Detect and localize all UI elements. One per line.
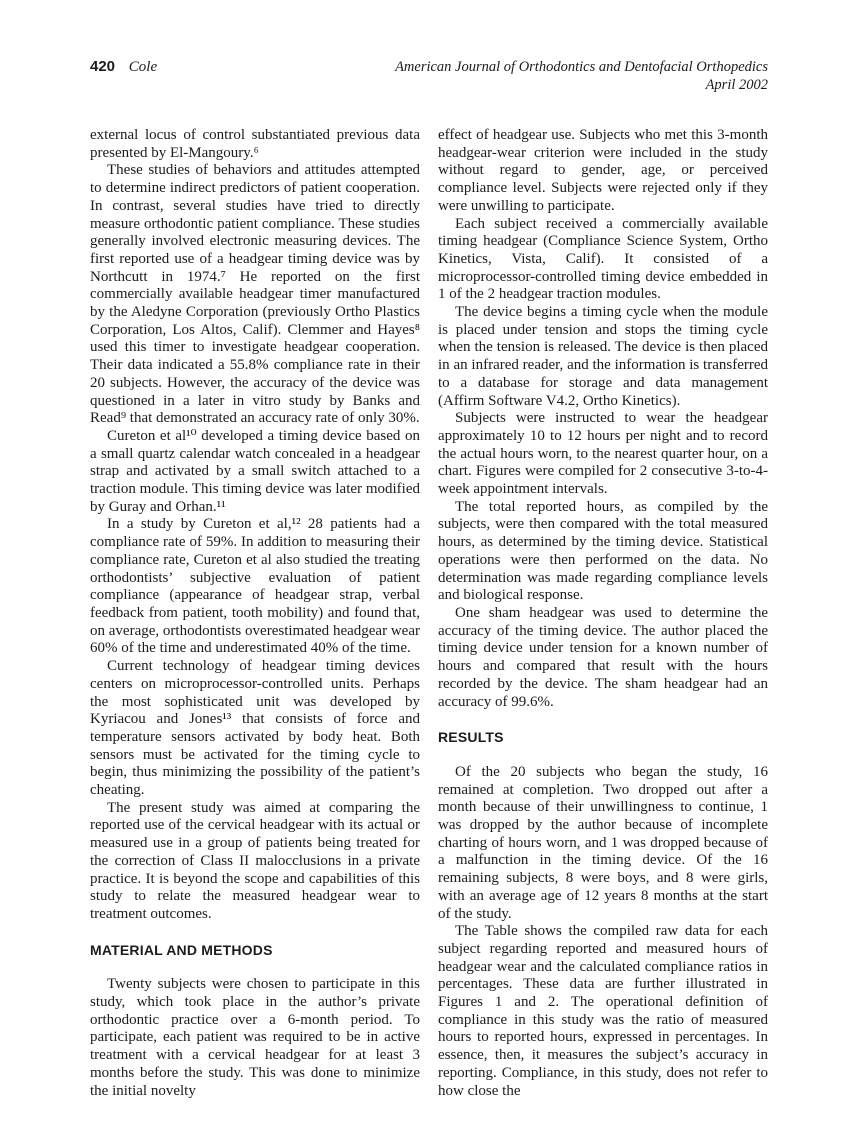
- section-heading-results: RESULTS: [438, 729, 504, 746]
- journal-name: American Journal of Orthodontics and Dentofacial Orthopedics: [395, 59, 768, 75]
- paragraph: Of the 20 subjects who began the study, 16 remained at completion. Two dropped out after a month because of their unwillingness to continue, 1 was dropped by the author because of incomplete charting of hours worn, and 1 was dropped because of a malfunction in the timing device. Of the 16 remaining subjects, 8 were boys, and 8 were girls, with an average age of 12 years 8 months at the start of the study.: [438, 763, 768, 922]
- paragraph: The device begins a timing cycle when the module is placed under tension and stops the timing cycle when the tension is released. The device is then placed in an infrared reader, and the information is transferred to a database for storage and data management (Affirm Software V4.2, Ortho Kinetics).: [438, 304, 768, 409]
- paragraph: Cureton et al¹⁰ developed a timing device based on a small quartz calendar watch concealed in a headgear strap and activated by a small switch attached to a traction module. This timing device was later modified by Guray and Orhan.¹¹: [90, 427, 420, 515]
- paragraph: Current technology of headgear timing devices centers on microprocessor-controlled units. Perhaps the most sophisticated unit was developed by Kyriacou and Jones¹³ that consists of force and temperature sensors activated by body heat. Both sensors must be activated for the timing cycle to begin, thus minimizing the possibility of the patient’s cheating.: [90, 658, 420, 799]
- right-column: [438, 127, 768, 1100]
- journal-header: [395, 58, 768, 94]
- paragraph: Each subject received a commercially available timing headgear (Compliance Science System, Ortho Kinetics, Vista, Calif). It consisted of a microprocessor-controlled timing device embedded in 1 of the 2 headgear traction modules.: [438, 215, 768, 303]
- issue-date: April 2002: [705, 77, 768, 93]
- article-body: [0, 127, 849, 1100]
- paragraph: One sham headgear was used to determine the accuracy of the timing device. The author placed the timing device under tension for a known number of hours and compared that result with the hours recorded by the device. The sham headgear had an accuracy of 99.6%.: [438, 604, 768, 710]
- paragraph: effect of headgear use. Subjects who met this 3-month headgear-wear criterion were included in the study without regard to gender, age, or perceived compliance level. Subjects were rejected only if they were unwilling to participate.: [438, 127, 768, 214]
- paragraph: Subjects were instructed to wear the headgear approximately 10 to 12 hours per night and to record the actual hours worn, to the nearest quarter hour, on a chart. Figures were compiled for 2 consecutive 3-to-4-week appointment intervals.: [438, 410, 768, 498]
- paragraph: Twenty subjects were chosen to participate in this study, which took place in the author’s private orthodontic practice over a 6-month period. To participate, each patient was required to be in active treatment with a cervical headgear for at least 3 months before the study. This was done to minimize the initial novelty: [90, 976, 420, 1099]
- paragraph: The Table shows the compiled raw data for each subject regarding reported and measured hours of headgear wear and the calculated compliance ratios in percentages. These data are further illustrated in Figures 1 and 2. The operational definition of compliance in this study was the ratio of measured hours to reported hours, expressed in percentages. In essence, then, it measures the subject’s accuracy in reporting. Compliance, in this study, does not refer to how close the: [438, 923, 768, 1099]
- paragraph: The present study was aimed at comparing the reported use of the cervical headgear with its actual or measured use in a group of patients being treated for the correction of Class II malocclusions in a private practice. It is beyond the scope and capabilities of this study to relate the measured headgear wear to treatment outcomes.: [90, 799, 420, 922]
- section-heading-material-and-methods: MATERIAL AND METHODS: [90, 941, 273, 958]
- paragraph: In a study by Cureton et al,¹² 28 patients had a compliance rate of 59%. In addition to measuring their compliance rate, Cureton et al also studied the treating orthodontists’ subjective evaluation of patient compliance (appearance of headgear strap, verbal feedback from patient, tooth mobility) and found that, on average, orthodontists overestimated headgear wear 60% of the time and underestimated 40% of the time.: [90, 516, 420, 657]
- paragraph: The total reported hours, as compiled by the subjects, were then compared with the total measured hours, as determined by the timing device. Statistical operations were then performed on the data. No determination was made regarding compliance levels and biological response.: [438, 498, 768, 604]
- paragraph: external locus of control substantiated previous data presented by El-Mangoury.⁶: [90, 127, 420, 161]
- left-column: [90, 127, 420, 1100]
- running-author: Cole: [128, 59, 158, 75]
- folio-group: [90, 58, 157, 76]
- page-number: 420: [90, 58, 116, 75]
- paragraph: These studies of behaviors and attitudes attempted to determine indirect predictors of patient cooperation. In contrast, several studies have tried to directly measure orthodontic patient compliance. These studies generally involved electronic measuring devices. The first reported use of a headgear timing device was by Northcutt in 1974.⁷ He reported on the first commercially available headgear timer manufactured by the Aledyne Corporation (previously Ortho Plastics Corporation, Los Altos, Calif). Clemmer and Hayes⁸ used this timer to investigate headgear cooperation. Their data indicated a 55.8% compliance rate in their 20 subjects. However, the accuracy of the device was questioned in a later in vitro study by Banks and Read⁹ that demonstrated an accuracy rate of only 30%.: [90, 162, 420, 427]
- running-header: [0, 0, 849, 94]
